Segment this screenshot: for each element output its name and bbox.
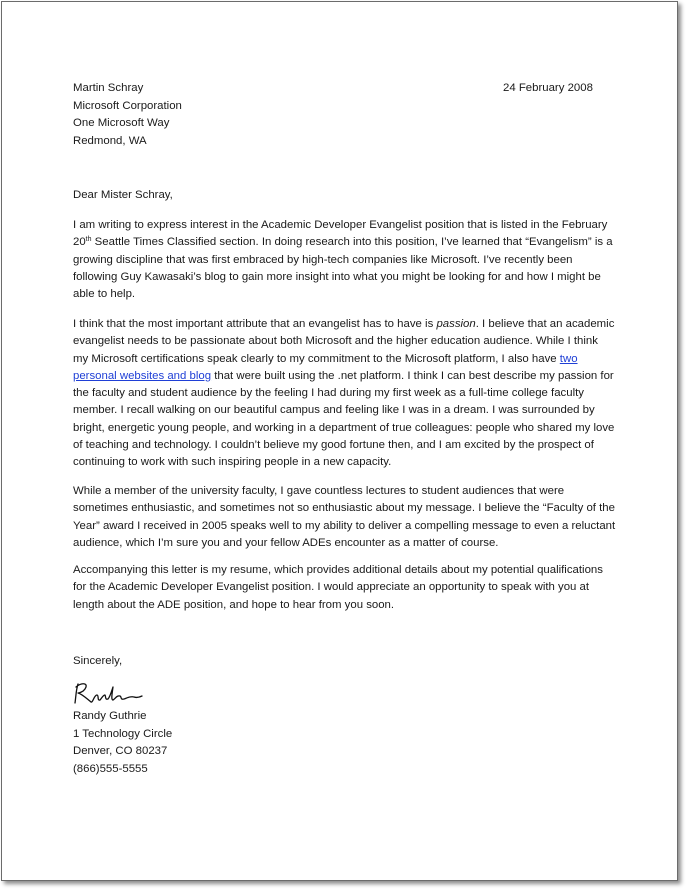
signature-icon <box>72 678 144 706</box>
recipient-street: One Microsoft Way <box>73 117 170 129</box>
paragraph-line: length about the ADE position, and hope to hear from you soon. <box>73 598 395 611</box>
recipient-name: Martin Schray <box>73 82 144 94</box>
paragraph-line: bright, energetic young people, and working in a department of true colleagues: people who shared my love <box>73 421 615 434</box>
emphasis-text: passion <box>436 318 476 330</box>
paragraph-line: the faculty and student audience by the feeling I had during my first week as a full-time college faculty <box>73 387 584 400</box>
paragraph-line: Year” award I received in 2005 speaks well to my ability to deliver a compelling message to even a reluctant <box>73 519 616 532</box>
signer-phone: (866)555-5555 <box>73 762 148 775</box>
recipient-address <box>73 80 182 150</box>
signer-name: Randy Guthrie <box>73 710 147 722</box>
paragraph-line: I am writing to express interest in the Academic Developer Evangelist position that is listed in the February <box>73 219 608 231</box>
paragraph-line: member. I recall walking on our beautiful campus and feeling like I was in a dream. I was surrounded by <box>73 404 595 417</box>
paragraph-line <box>73 316 635 333</box>
salutation: Dear Mister Schray, <box>73 189 173 201</box>
paragraph-line <box>73 368 635 385</box>
recipient-city: Redmond, WA <box>73 134 147 147</box>
date-number: 20 <box>73 236 86 249</box>
ordinal-suffix: th <box>85 236 92 244</box>
paragraph-text: I think that the most important attribute that an evangelist has to have is <box>73 318 437 330</box>
paragraph-4 <box>73 562 635 614</box>
paragraph-line <box>73 234 635 251</box>
paragraph-text: . I believe that an academic <box>475 318 615 330</box>
paragraph-line: of teaching and technology. I couldn’t believe my good fortune then, and I am excited by the prospect of <box>73 439 594 452</box>
paragraph-3 <box>73 483 635 552</box>
paragraph-text: that were built using the .net platform. I think I can best describe my passion for <box>211 369 614 382</box>
recipient-company: Microsoft Corporation <box>73 99 182 112</box>
paragraph-line: able to help. <box>73 288 136 301</box>
paragraph-line: evangelist needs to be passionate about both Microsoft and the higher education audience. While I think <box>73 335 598 348</box>
paragraph-line: While a member of the university faculty, I gave countless lectures to student audiences that were <box>73 485 565 497</box>
closing: Sincerely, <box>73 655 123 667</box>
paragraph-line <box>73 351 635 368</box>
websites-link-part2[interactable]: personal websites and blog <box>73 369 212 382</box>
signer-city: Denver, CO 80237 <box>73 745 168 757</box>
paragraph-line: for the Academic Developer Evangelist position. I would appreciate an opportunity to speak with you at <box>73 581 590 594</box>
websites-link-part1[interactable]: two <box>559 352 578 365</box>
paragraph-line: audience, which I’m sure you and your fellow ADEs encounter as a matter of course. <box>73 536 499 549</box>
paragraph-line: sometimes enthusiastic, and sometimes not so enthusiastic about my message. I believe the “Faculty of the <box>73 502 615 515</box>
signer-block <box>73 708 172 778</box>
paragraph-line: Accompanying this letter is my resume, which provides additional details about my potential qualifications <box>73 564 603 576</box>
paragraph-line: growing discipline that was first embraced by high-tech companies like Microsoft. I’ve recently been <box>73 253 573 266</box>
signer-street: 1 Technology Circle <box>73 727 173 740</box>
paragraph-text: my Microsoft certifications speak clearly to my commitment to the Microsoft platform, I also have <box>73 352 560 365</box>
paragraph-text: Seattle Times Classified section. In doing research into this position, I’ve learned that “Evangelism” is a <box>91 236 613 249</box>
letter-page <box>1 1 678 881</box>
letter-date: 24 February 2008 <box>503 82 593 94</box>
paragraph-1 <box>73 217 635 303</box>
paragraph-2 <box>73 316 635 472</box>
paragraph-line: following Guy Kawasaki’s blog to gain more insight into what you might be looking for and how I might be <box>73 270 601 283</box>
paragraph-line: continuing to work with such inspiring people in a new capacity. <box>73 456 392 469</box>
